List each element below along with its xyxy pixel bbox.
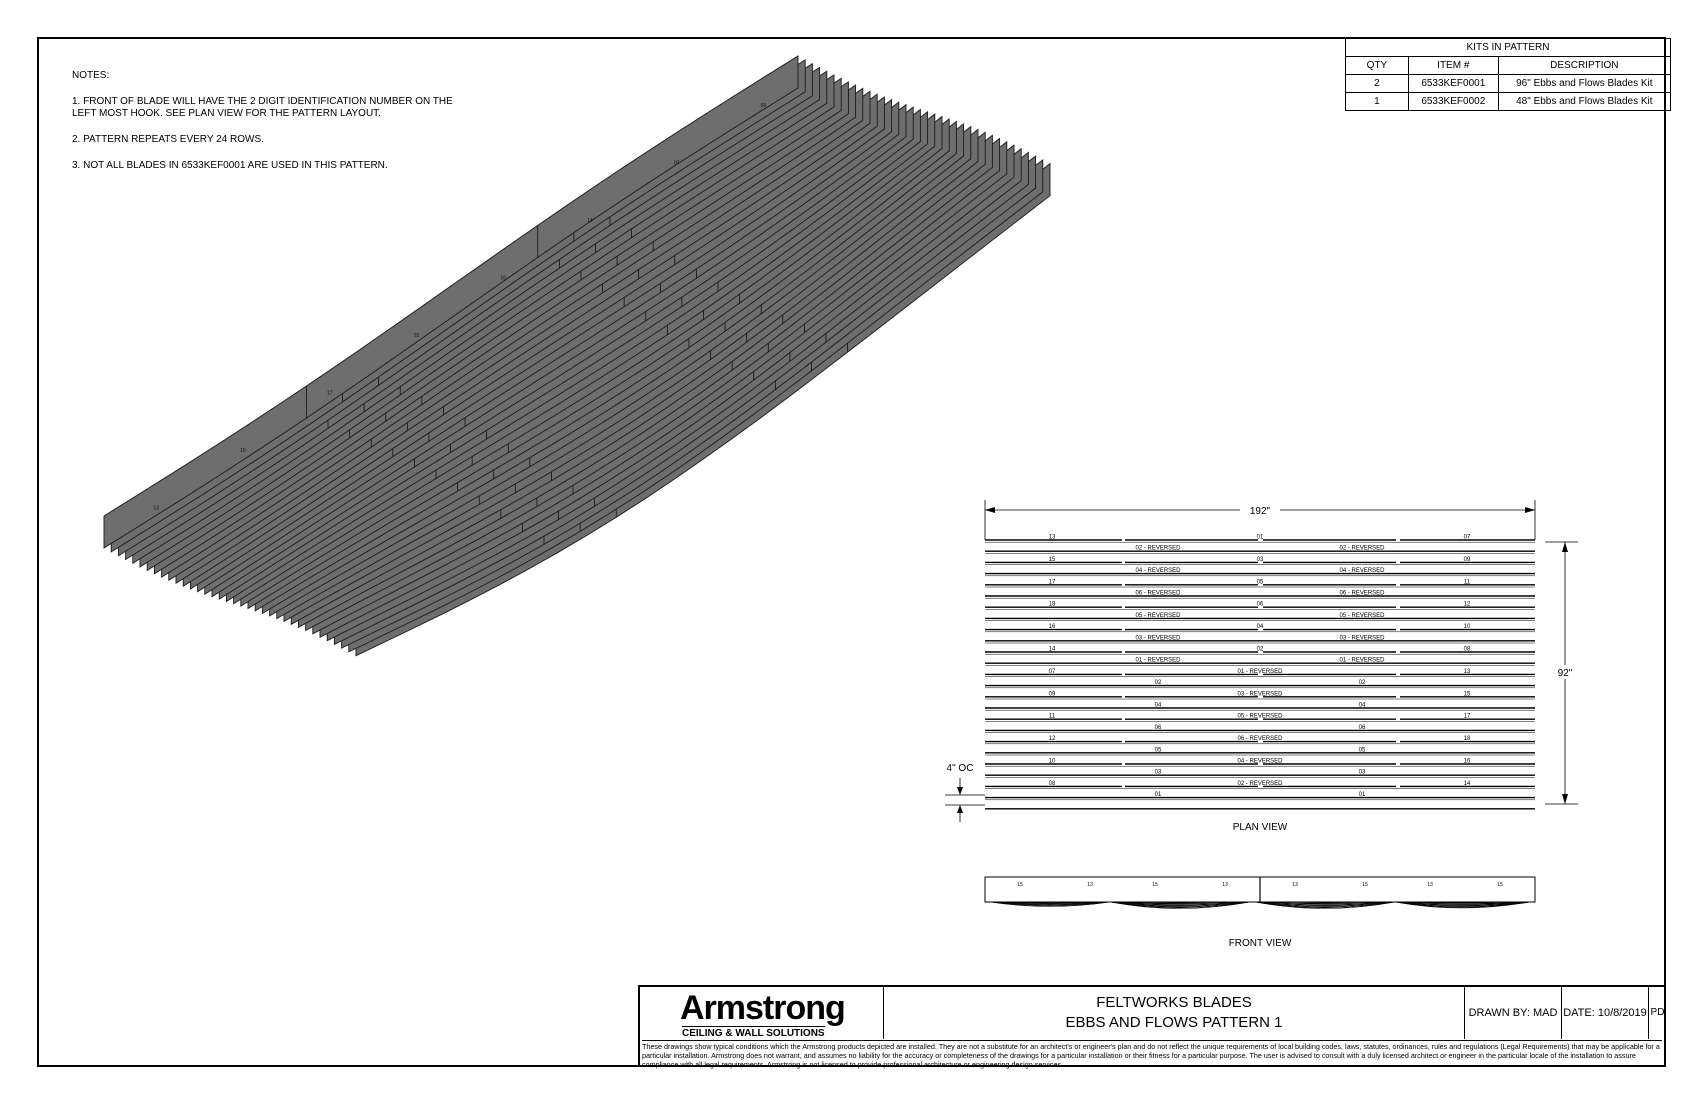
plan-blade-label: 09	[1048, 691, 1056, 698]
brand-tagline: CEILING & WALL SOLUTIONS	[682, 1028, 825, 1039]
height-dimension-label: 92"	[1557, 668, 1573, 679]
plan-blade-label: 03 - REVERSED	[1339, 635, 1385, 642]
note-3: 3. NOT ALL BLADES IN 6533KEF0001 ARE USED IN THIS PATTERN.	[72, 160, 388, 171]
drawing-title-line1: FELTWORKS BLADES	[1096, 994, 1252, 1011]
plan-blade-label: 06 - REVERSED	[1339, 590, 1385, 597]
iso-blade-label: 07	[673, 160, 680, 167]
width-dimension-label: 192"	[1249, 506, 1271, 517]
oc-dimension-label: 4" OC	[946, 763, 974, 774]
kit-qty: 2	[1346, 75, 1409, 93]
plan-blade-label: 04	[1256, 624, 1264, 631]
plan-blade-label: 02	[1256, 646, 1264, 653]
plan-blade-label: 12	[1048, 736, 1056, 743]
plan-blade-label: 11	[1048, 713, 1056, 720]
plan-blade-label: 09	[1463, 556, 1471, 563]
title-block	[638, 985, 1666, 1067]
plan-blade-label: 01	[1256, 534, 1264, 541]
kits-header-item: ITEM #	[1408, 57, 1498, 75]
iso-blade-label: 14	[587, 217, 593, 224]
plan-blade-label: 14	[1048, 646, 1056, 653]
front-blade-tag: 13	[1222, 882, 1228, 888]
drawing-title	[884, 987, 1464, 1039]
plan-blade-label: 12	[1463, 601, 1471, 608]
plan-blade-label: 06	[1256, 601, 1264, 608]
kit-item: 6533KEF0002	[1408, 93, 1498, 111]
plan-blade-label: 05	[1256, 579, 1264, 586]
kit-qty: 1	[1346, 93, 1409, 111]
drawing-title-line2: EBBS AND FLOWS PATTERN 1	[1065, 1014, 1283, 1031]
plan-blade-label: 06	[1154, 724, 1162, 731]
plan-blade-label: 17	[1048, 579, 1056, 586]
plan-blade-label: 07	[1463, 534, 1471, 541]
iso-blade-label: 18	[413, 332, 420, 339]
plan-blade-label: 05	[1358, 747, 1366, 754]
iso-blade-label: 13	[153, 505, 159, 512]
drawn-by: DRAWN BY: MAD	[1464, 987, 1561, 1039]
armstrong-logo	[640, 987, 884, 1039]
kit-description: 48" Ebbs and Flows Blades Kit	[1498, 93, 1670, 111]
note-2: 2. PATTERN REPEATS EVERY 24 ROWS.	[72, 134, 264, 145]
plan-blade-label: 17	[1463, 713, 1471, 720]
plan-blade-label: 03 - REVERSED	[1237, 691, 1283, 698]
plan-blade-label: 03 - REVERSED	[1135, 635, 1181, 642]
plan-blade-label: 04 - REVERSED	[1135, 568, 1181, 575]
plan-blade-label: 03	[1358, 769, 1366, 776]
plan-blade-label: 07	[1048, 668, 1056, 675]
plan-blade-label: 04 - REVERSED	[1237, 758, 1283, 765]
plan-blade-label: 08	[1463, 646, 1471, 653]
plan-blade-label: 10	[1048, 758, 1056, 765]
front-view-label: FRONT VIEW	[1228, 938, 1292, 949]
plan-blade-label: 13	[1048, 534, 1056, 541]
plan-blade-label: 04 - REVERSED	[1339, 568, 1385, 575]
drawing-date: DATE: 10/8/2019	[1561, 987, 1648, 1039]
plan-blade-label: 18	[1463, 736, 1471, 743]
plan-blade-label: 06 - REVERSED	[1135, 590, 1181, 597]
plan-blade-label: 01 - REVERSED	[1237, 668, 1283, 675]
plan-blade-label: 05	[1154, 747, 1162, 754]
iso-blade-label: 16	[500, 275, 506, 282]
plan-blade-label: 02 - REVERSED	[1237, 780, 1283, 787]
plan-blade-label: 18	[1048, 601, 1056, 608]
brand-name: Armstrong	[680, 989, 845, 1027]
kits-header-qty: QTY	[1346, 57, 1409, 75]
front-blade-tag: 13	[1087, 882, 1093, 888]
plan-blade-label: 02	[1358, 680, 1366, 687]
iso-blade-label: 17	[326, 390, 333, 397]
plan-blade-label: 15	[1463, 691, 1471, 698]
plan-blade-label: 08	[1048, 780, 1056, 787]
kit-description: 96" Ebbs and Flows Blades Kit	[1498, 75, 1670, 93]
front-blade-tag: 15	[1017, 882, 1023, 888]
plan-blade-label: 03	[1154, 769, 1162, 776]
plan-blade-label: 05 - REVERSED	[1237, 713, 1283, 720]
plan-blade-label: 02 - REVERSED	[1135, 545, 1181, 552]
drawing-code: PD	[1648, 987, 1666, 1039]
kits-header-description: DESCRIPTION	[1498, 57, 1670, 75]
front-blade-tag: 13	[1427, 882, 1433, 888]
front-blade-tag: 13	[1292, 882, 1298, 888]
plan-blade-label: 01 - REVERSED	[1135, 657, 1181, 664]
plan-blade-label: 02	[1154, 680, 1162, 687]
note-1: 1. FRONT OF BLADE WILL HAVE THE 2 DIGIT IDENTIFICATION NUMBER ON THE LEFT MOST HOOK. SEE PLAN VIEW FOR THE PATTERN LAYOUT.	[72, 96, 453, 119]
plan-blade-label: 01 - REVERSED	[1339, 657, 1385, 664]
plan-blade-label: 13	[1463, 668, 1471, 675]
plan-blade-label: 05 - REVERSED	[1135, 612, 1181, 619]
plan-view-label: PLAN VIEW	[1232, 822, 1288, 833]
front-blade-tag: 15	[1497, 882, 1503, 888]
plan-blade-label: 11	[1463, 579, 1471, 586]
kit-item: 6533KEF0001	[1408, 75, 1498, 93]
plan-blade-label: 06	[1358, 724, 1366, 731]
plan-blade-label: 04	[1358, 702, 1366, 709]
kits-table-title: KITS IN PATTERN	[1346, 39, 1671, 57]
plan-blade-label: 01	[1154, 792, 1162, 799]
notes-title: NOTES:	[72, 70, 110, 81]
plan-blade-label: 14	[1463, 780, 1471, 787]
disclaimer-text: These drawings show typical conditions which the Armstrong products depicted are installed. They are not a substitute for an architect's or engineer's plan and do not reflect the unique requirements of local building codes, laws, statutes, ordinances, rules and regulations (Legal Requirements) that may be applicable for a particular installation. Armstrong does not warrant, and assumes no liability for the accuracy or completeness of the drawings for a particular installation or their fitness for a particular purpose. The user is advised to consult with a duly licensed architect or engineer in the particular locale of the installation to assure compliance with all legal requirements. Armstrong is not licensed to provide professional architecture or engineering design services.	[642, 1040, 1662, 1069]
plan-blade-label: 04	[1154, 702, 1162, 709]
plan-blade-label: 10	[1463, 624, 1471, 631]
plan-blade-label: 03	[1256, 556, 1264, 563]
front-view-profile	[985, 877, 1535, 909]
iso-blade-label: 09	[760, 102, 767, 109]
plan-blade-label: 15	[1048, 556, 1056, 563]
iso-blade-label: 15	[240, 447, 246, 454]
plan-blade-label: 02 - REVERSED	[1339, 545, 1385, 552]
front-blade-tag: 15	[1152, 882, 1158, 888]
plan-blade-label: 06 - REVERSED	[1237, 736, 1283, 743]
front-blade-tag: 15	[1362, 882, 1368, 888]
plan-blade-label: 16	[1463, 758, 1471, 765]
plan-blade-label: 01	[1358, 792, 1366, 799]
plan-blade-label: 05 - REVERSED	[1339, 612, 1385, 619]
plan-blade-label: 16	[1048, 624, 1056, 631]
